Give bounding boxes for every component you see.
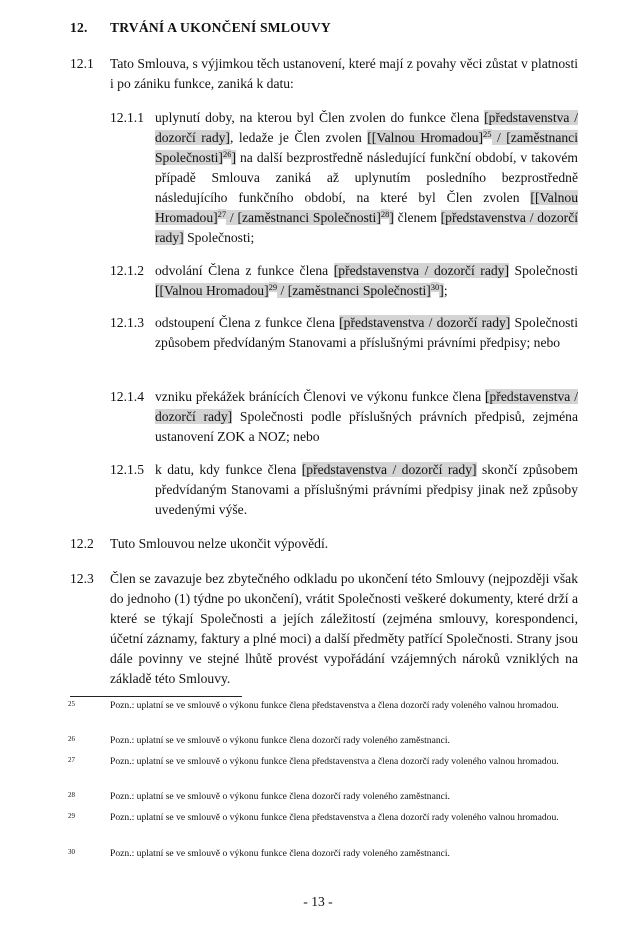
- item-text-12-1-4: vzniku překážek bránících Členovi ve výkonu funkce člena [představenstva / dozorčí rady] Společnosti podle příslušných právních předpisů, zejména ustanovení ZOK a NOZ; nebo: [155, 389, 579, 444]
- footnote-ref-26[interactable]: 26: [222, 149, 232, 159]
- clause-text-12-2: Tuto Smlouvou nelze ukončit výpovědí.: [110, 536, 329, 551]
- footnote-number: 29: [68, 812, 75, 820]
- footnote-text: Pozn.: uplatní se ve smlouvě o výkonu funkce člena představenstva a člena dozorčí rady voleného valnou hromadou.: [110, 756, 559, 767]
- footnote-ref-29[interactable]: 29: [268, 282, 278, 292]
- page-number: - 13 -: [303, 894, 333, 909]
- footnote-text: Pozn.: uplatní se ve smlouvě o výkonu funkce člena dozorčí rady voleného zaměstnanci.: [110, 735, 450, 746]
- footnote-number: 26: [68, 735, 75, 743]
- item-text-12-1-3: odstoupení Člena z funkce člena [představenstva / dozorčí rady] Společnosti způsobem předvídaným Stanovami a příslušnými právními předpisy; nebo: [155, 315, 578, 350]
- footnote-text: Pozn.: uplatní se ve smlouvě o výkonu funkce člena dozorčí rady voleného zaměstnanci.: [110, 848, 450, 859]
- footnote-ref-27[interactable]: 27: [217, 209, 227, 219]
- clause-number-12-1: 12.1: [70, 56, 94, 71]
- item-number-12-1-4: 12.1.4: [110, 389, 144, 404]
- item-number-12-1-1: 12.1.1: [110, 110, 144, 125]
- item-number-12-1-5: 12.1.5: [110, 462, 144, 477]
- footnote-ref-30[interactable]: 30: [430, 282, 440, 292]
- item-text-12-1-2: odvolání Člena z funkce člena [představenstva / dozorčí rady] Společnosti [[Valnou Hromadou]$^{29}$ / [zaměstnanci Společnosti]$^{30}$];: [155, 263, 578, 298]
- item-number-12-1-3: 12.1.3: [110, 315, 144, 330]
- footnote-number: 25: [68, 700, 75, 708]
- footnote-separator: [70, 696, 242, 697]
- section-title: TRVÁNÍ A UKONČENÍ SMLOUVY: [110, 20, 331, 35]
- clause-text-12-3: Člen se zavazuje bez zbytečného odkladu po ukončení této Smlouvy (nejpozději však do jednoho (1) týdne po ukončení), vrátit Společnosti veškeré dokumenty, které drží a které se týkají Společnosti a jejích záležitostí (zejména smlouvy, korespondenci, účetní záznamy, faktury a plné moci) a další předměty patřící Společnosti. Strany jsou dále povinny ve stejné lhůtě provést vypořádání vzájemných nároků vzniklých na základě této Smlouvy.: [110, 571, 578, 686]
- item-number-12-1-2: 12.1.2: [110, 263, 144, 278]
- footnote-number: 27: [68, 756, 75, 764]
- footnote-number: 30: [68, 848, 75, 856]
- footnote-text: Pozn.: uplatní se ve smlouvě o výkonu funkce člena představenstva a člena dozorčí rady voleného valnou hromadou.: [110, 700, 559, 711]
- item-text-12-1-5: k datu, kdy funkce člena [představenstva / dozorčí rady] skončí způsobem předvídaným Stanovami a příslušnými právními předpisy jinak než způsoby uvedenými výše.: [155, 462, 578, 517]
- footnote-ref-25[interactable]: 25: [483, 129, 492, 139]
- footnote-text: Pozn.: uplatní se ve smlouvě o výkonu funkce člena dozorčí rady voleného zaměstnanci.: [110, 791, 450, 802]
- section-number: 12.: [70, 20, 88, 35]
- clause-number-12-2: 12.2: [70, 536, 94, 551]
- footnote-number: 28: [68, 791, 75, 799]
- footnote-text: Pozn.: uplatní se ve smlouvě o výkonu funkce člena představenstva a člena dozorčí rady voleného valnou hromadou.: [110, 812, 559, 823]
- clause-text-12-1: Tato Smlouva, s výjimkou těch ustanovení, které mají z povahy věci zůstat v platnosti i po zániku funkce, zaniká k datu:: [110, 56, 578, 91]
- item-text-12-1-1: uplynutí doby, na kterou byl Člen zvolen do funkce člena [představenstva / dozorčí rady], ledaže je Člen zvolen [[Valnou Hromadou]$^{25}$ / [zaměstnanci Společnosti]$^{26}$] na další bezprostředně následující funkční období, v takovém případě Smlouva zaniká až uplynutím posledního bezprostředně následujícího funkčního období, na které byl Člen zvolen [[Valnou Hromadou]$^{27}$ / [zaměstnanci Společnosti]$^{28}$] členem [představenstva / dozorčí rady] Společnosti;: [155, 110, 579, 245]
- footnote-ref-28[interactable]: 28: [380, 209, 390, 219]
- clause-number-12-3: 12.3: [70, 571, 94, 586]
